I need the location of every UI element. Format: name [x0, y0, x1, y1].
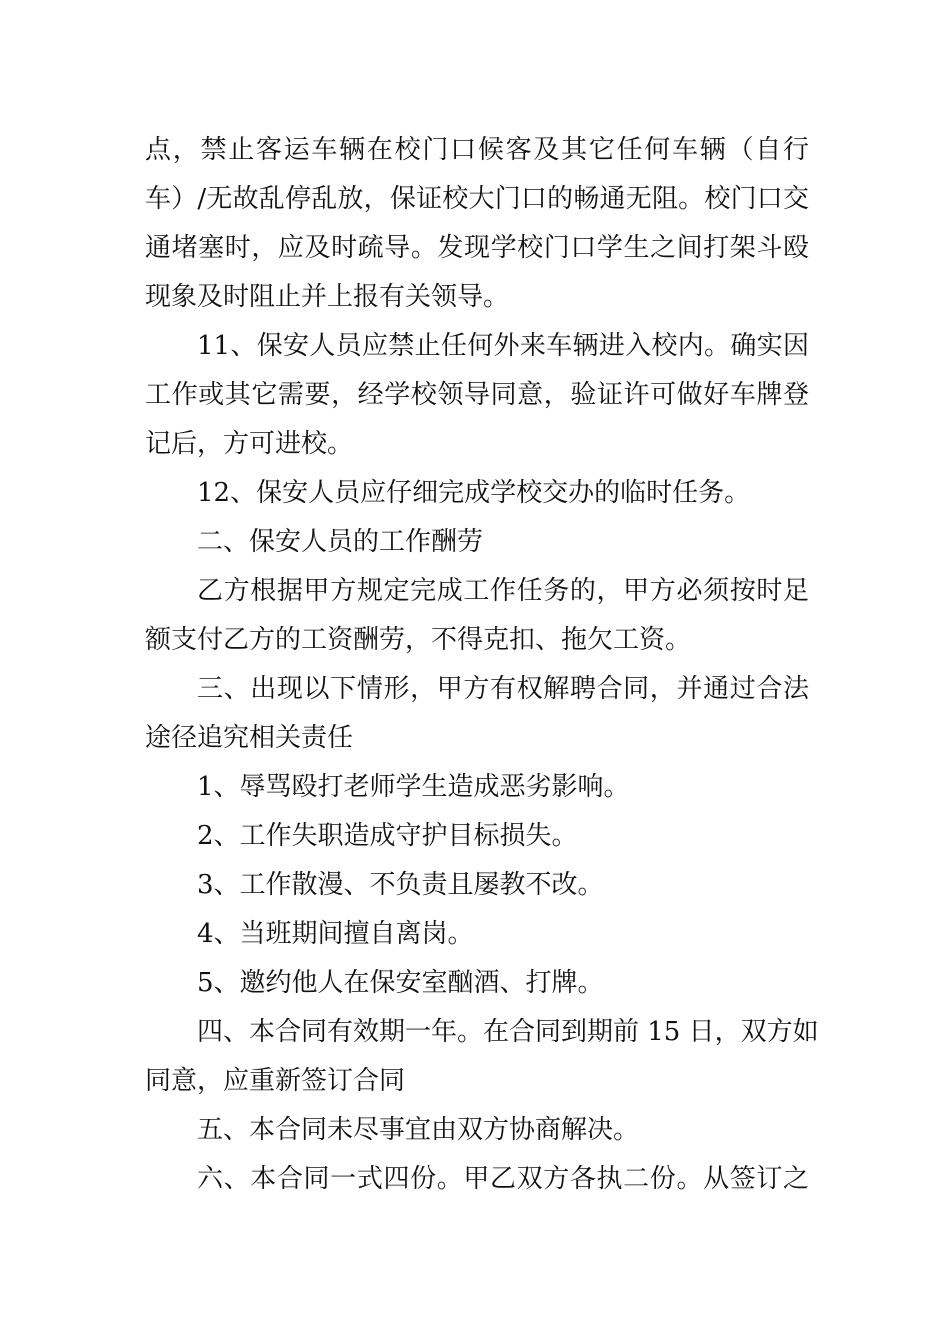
list-item: [145, 812, 809, 861]
text-line: 点，禁止客运车辆在校门口候客及其它任何车辆（自行: [145, 135, 809, 165]
section-heading-4: [145, 1008, 819, 1106]
text-line: 工作或其它需要，经学校领导同意，验证许可做好车牌登: [145, 380, 809, 410]
text-line: 4、当班期间擅自离岗。: [197, 919, 474, 949]
list-item: [145, 959, 809, 1008]
text-line: 通堵塞时，应及时疏导。发现学校门口学生之间打架斗殴: [145, 233, 809, 263]
paragraph-item-11: [145, 322, 809, 469]
section-heading-5: [145, 1106, 809, 1155]
text-line: 二、保安人员的工作酬劳: [197, 527, 484, 557]
section-heading-2: [145, 518, 809, 567]
text-line: 1、辱骂殴打老师学生造成恶劣影响。: [197, 772, 630, 802]
text-line: 现象及时阻止并上报有关领导。: [145, 282, 510, 312]
text-line: 五、本合同未尽事宜由双方协商解决。: [197, 1115, 640, 1145]
text-line: 车）/无故乱停乱放，保证校大门口的畅通无阻。校门口交: [145, 184, 809, 214]
text-line: 乙方根据甲方规定完成工作任务的，甲方必须按时足: [197, 576, 809, 606]
text-line: 额支付乙方的工资酬劳，不得克扣、拖欠工资。: [145, 625, 692, 655]
paragraph-vehicle-rules-continued: [145, 126, 809, 322]
list-item: [145, 861, 809, 910]
text-line: 3、工作散漫、不负责且屡教不改。: [197, 870, 604, 900]
document-page: [145, 126, 819, 1204]
list-item: [145, 763, 809, 812]
text-line: 记后，方可进校。: [145, 429, 354, 459]
text-line: 11、保安人员应禁止任何外来车辆进入校内。确实因: [197, 331, 809, 361]
paragraph-pay: [145, 567, 809, 665]
paragraph-item-12: [145, 469, 809, 518]
text-line: 同意，应重新签订合同: [145, 1066, 406, 1096]
text-line: 2、工作失职造成守护目标损失。: [197, 821, 578, 851]
text-line: 六、本合同一式四份。甲乙双方各执二份。从签订之: [197, 1164, 809, 1194]
list-item: [145, 910, 809, 959]
text-line: 途径追究相关责任: [145, 723, 354, 753]
text-line: 四、本合同有效期一年。在合同到期前 15 日，双方如: [197, 1017, 819, 1047]
section-heading-6: [145, 1155, 809, 1204]
text-line: 5、邀约他人在保安室酗酒、打牌。: [197, 968, 604, 998]
text-line: 12、保安人员应仔细完成学校交办的临时任务。: [197, 478, 751, 508]
section-heading-3: [145, 665, 809, 763]
text-line: 三、出现以下情形，甲方有权解聘合同，并通过合法: [197, 674, 809, 704]
